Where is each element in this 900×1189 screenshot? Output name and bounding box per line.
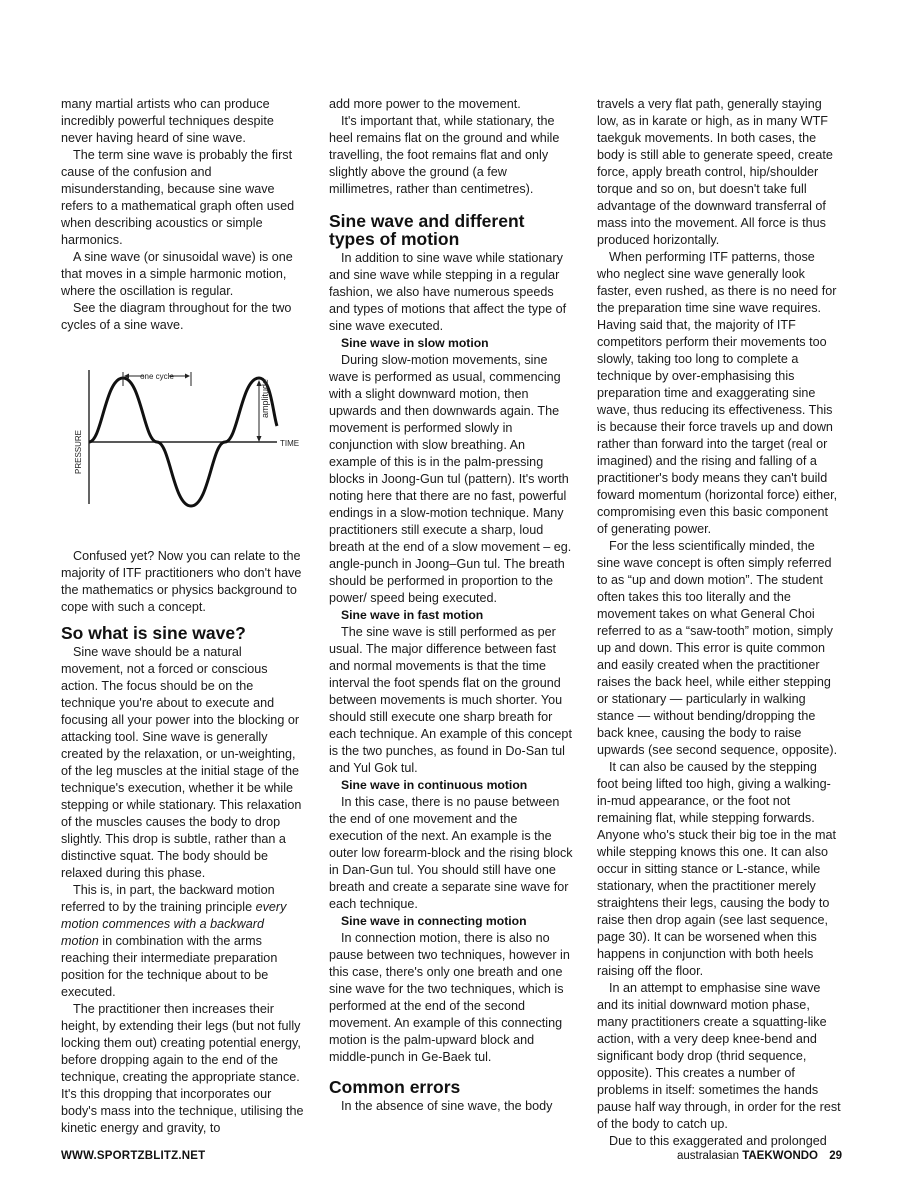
paragraph: See the diagram throughout for the two cycles of a sine wave.	[61, 301, 292, 332]
column-1	[61, 96, 305, 1137]
subheading-connecting-motion: Sine wave in connecting motion	[341, 914, 527, 928]
paragraph: The term sine wave is probably the first cause of the confusion and misunderstanding, because sine wave refers to a mathematical graph often used when describing acoustics or simple harmonics.	[61, 148, 295, 247]
paragraph: In connection motion, there is also no pause between two techniques, however in this case, there's only one breath and one sine wave for the two techniques, which is performed at the end of the second movement. An example of this connecting motion is the palm-upward block and middle-punch in Ge-Baek tul.	[329, 931, 570, 1064]
sine-wave-graph	[61, 364, 305, 512]
paragraph: It's important that, while stationary, the heel remains flat on the ground and while travelling, the foot remains flat and only slightly above the ground (a few millimetres, rather than centimetres).	[329, 114, 560, 196]
amplitude-arrowhead-bottom	[257, 436, 262, 442]
subheading-continuous-motion: Sine wave in continuous motion	[341, 778, 528, 792]
column-3	[597, 96, 841, 1150]
paragraph: In an attempt to emphasise sine wave and its initial downward motion phase, many practitioners create a squatting-like action, with a very deep knee-bend and significant body drop (thrid sequence, opposite). This creates a number of problems in itself: sometimes the hands pause half way through, in order for the rest of the body to catch up.	[597, 981, 841, 1131]
paragraph: Due to this exaggerated and prolonged	[609, 1134, 827, 1148]
paragraph: many martial artists who can produce incredibly powerful techniques despite never having heard of sine wave.	[61, 97, 274, 145]
text-span: in combination with the arms reaching their intermediate preparation position for the technique about to be executed.	[61, 934, 278, 999]
cycle-label: one cycle	[140, 372, 174, 381]
heading-common-errors: Common errors	[329, 1077, 461, 1097]
pressure-label: PRESSURE	[74, 429, 83, 474]
text-span: This is, in part, the backward motion referred to by the training principle	[61, 883, 275, 914]
paragraph: The practitioner then increases their height, by extending their legs (but not fully locking them out) creating potential energy, before dropping again to the end of the technique, creating the appropriate stance. It's this dropping that incorporates our body's mass into the technique, utilising the kinetic energy and gravity, to	[61, 1002, 304, 1135]
page-number: 29	[829, 1150, 842, 1162]
heading-what-is-sine-wave: So what is sine wave?	[61, 623, 246, 643]
paragraph: In this case, there is no pause between the end of one movement and the execution of the next. An example is the outer low forearm-block and the rising block in Dan-Gun tul. You should still have one breath and create a separate sine wave for each technique.	[329, 795, 573, 911]
principle-quote: every motion commences with a backward motion	[61, 900, 287, 948]
sine-wave-diagram	[61, 364, 305, 512]
magazine-prefix: australasian	[676, 1150, 739, 1162]
paragraph: Confused yet? Now you can relate to the majority of ITF practitioners who don't have the mathematics or physics background to cope with such a concept.	[61, 549, 302, 614]
paragraph	[61, 882, 305, 1001]
column-2	[329, 96, 573, 1115]
subheading-slow-motion: Sine wave in slow motion	[341, 336, 489, 350]
paragraph: In addition to sine wave while stationary and sine wave while stepping in a regular fashion, we also have numerous speeds and types of motions that affect the type of sine wave executed.	[329, 251, 567, 333]
paragraph: During slow-motion movements, sine wave is performed as usual, commencing with a slight downward motion, then upwards and then downwards again. The movement is performed slowly in conjunction with slow breathing. An example of this is in the palm-pressing blocks in Joong-Gun tul (pattern). It's worth noting here that there are no fast, powerful endings in a slow-motion technique. Many practitioners still execute a sharp, loud breath at the end of a slow movement – eg. angle-punch in Joong–Gun tul. The breath should be performed in proportion to the power/ speed being executed.	[329, 353, 572, 605]
paragraph: When performing ITF patterns, those who neglect sine wave generally look faster, even rushed, as there is no need for the preparation time sine wave requires. Having said that, the majority of ITF competitors perform their movements too slowly, taking too long to complete a technique by over-emphasising this preparation time and exaggerating sine wave, thus reducing its effectiveness. This is because their force travels up and down rather than forward into the target (real or imagined) and the rising and falling of a practitioner's body means they can't build foward momentum (horizontal force) either, compromising even this basic component of generating power.	[597, 250, 838, 536]
paragraph: In the absence of sine wave, the body	[341, 1099, 553, 1113]
paragraph: It can also be caused by the stepping foot being lifted too high, giving a walking-in-mud appearance, or the foot not remaining flat, while stepping forwards. Anyone who's stuck their big toe in the mat while stepping knows this one. It can also occur in sitting stance or L-stance, while stationary, when the practitioner merely straightens their legs, causing the body to raise then drop again (see last sequence, page 30). It can be worsened when this happens in conjunction with both heels raising off the floor.	[597, 760, 837, 978]
subheading-fast-motion: Sine wave in fast motion	[341, 608, 484, 622]
paragraph: travels a very flat path, generally staying low, as in karate or high, as in many WTF taekguk movements. In both cases, the body is still able to generate speed, create force, apply breath control, hip/shoulder torque and so on, but doesn't take full advantage of the downward transferral of mass into the movement. All force is thus produced horizontally.	[597, 97, 833, 247]
heading-types-of-motion: Sine wave and different types of motion	[329, 211, 525, 249]
paragraph: Sine wave should be a natural movement, not a forced or conscious action. The focus should be on the technique you're about to execute and focusing all your power into the blocking or attacking tool. Sine wave is generally created by the relaxation, or un-weighting, of the leg muscles at the initial stage of the technique's execution, whether it be while stepping or while stationary. This relaxation of the muscles causes the body to drop slightly. This drop is subtle, rather than a distinctive squat. The body should be relaxed during this phase.	[61, 645, 302, 880]
magazine-name: TAEKWONDO	[742, 1150, 818, 1162]
footer-magazine	[677, 1150, 842, 1162]
paragraph: For the less scientifically minded, the sine wave concept is often simply referred to as “up and down motion”. The student often takes this too literally and the movement takes on what General Choi referred to as a “saw-tooth” motion, simply up and down. This error is quite common and easily created when the practitioner raises the back heel, while either stepping or stationary — particularly in walking stance — without bending/dropping the back knee, causing the body to raise upwards (see second sequence, opposite).	[597, 539, 838, 757]
paragraph: The sine wave is still performed as per usual. The major difference between fast and normal movements is that the time interval the foot spends flat on the ground between movements is much shorter. You should still execute one sharp breath for each technique. An example of this concept is the two punches, as found in Do-San tul and Yul Gok tul.	[329, 625, 572, 775]
paragraph: add more power to the movement.	[329, 97, 521, 111]
amplitude-label: amplitude	[260, 378, 270, 418]
time-label: TIME	[280, 439, 300, 448]
footer-website: WWW.SPORTZBLITZ.NET	[61, 1150, 206, 1162]
paragraph: A sine wave (or sinusoidal wave) is one that moves in a simple harmonic motion, where the oscillation is regular.	[61, 250, 293, 298]
arrowhead-right	[185, 374, 190, 379]
